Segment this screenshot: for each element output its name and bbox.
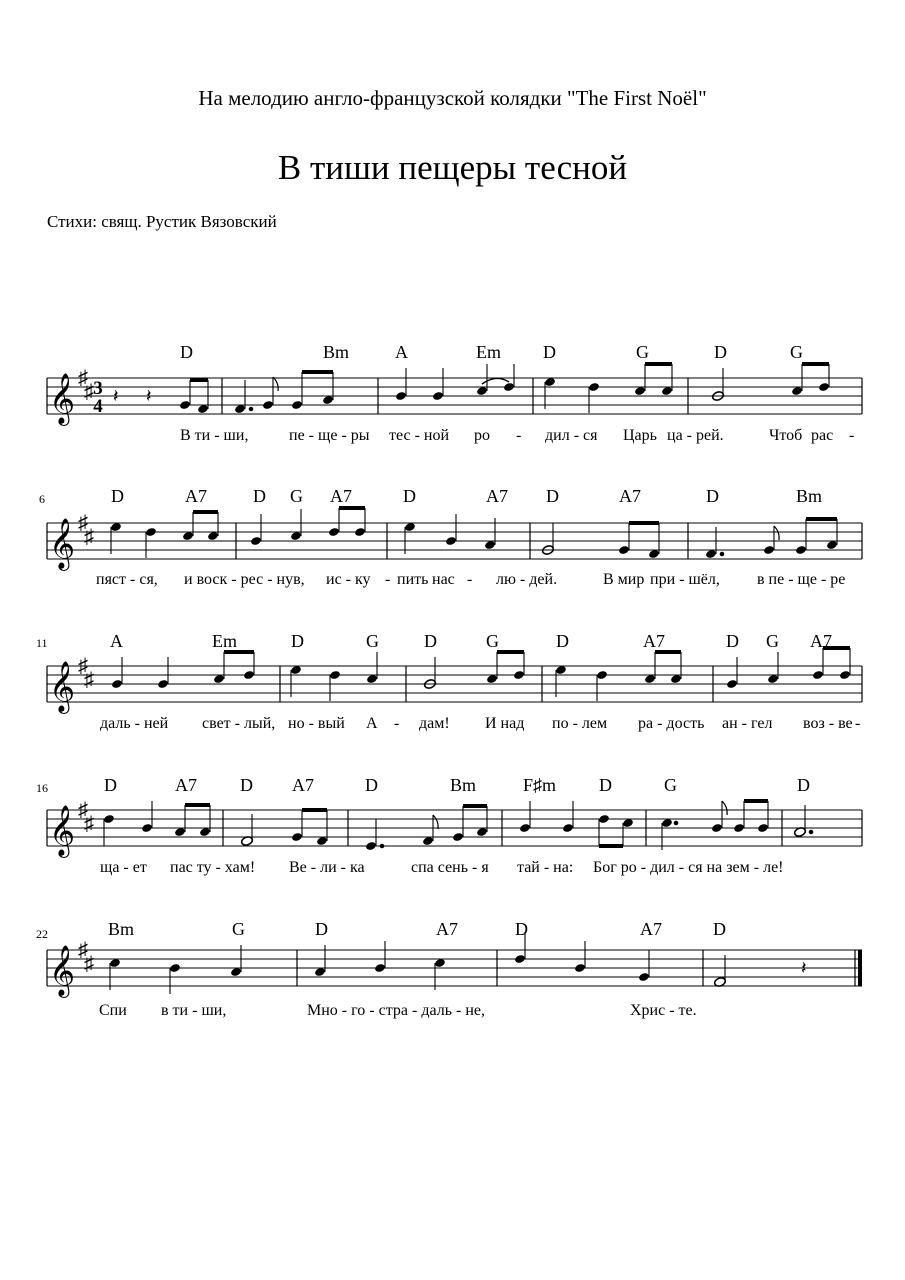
system-4 bbox=[47, 799, 862, 858]
lyric: Спи bbox=[99, 1002, 127, 1019]
lyric: дил - ся bbox=[545, 427, 598, 444]
lyric: - bbox=[467, 571, 473, 588]
chord-symbol: D bbox=[253, 486, 266, 506]
lyric: ис - ку bbox=[326, 571, 371, 588]
lyric: пяст - ся, bbox=[96, 571, 158, 588]
stems bbox=[104, 801, 805, 850]
key-signature bbox=[78, 655, 94, 691]
measure-number: 6 bbox=[39, 492, 45, 506]
chord-symbol: A7 bbox=[292, 775, 314, 795]
chord-symbol: D bbox=[556, 631, 569, 651]
key-signature bbox=[78, 799, 94, 835]
svg-text:♯: ♯ bbox=[78, 655, 88, 677]
lyric: ца - рей. bbox=[667, 427, 724, 444]
lyric: пас ту - хам! bbox=[170, 859, 256, 876]
lyric: воз - ве bbox=[803, 715, 853, 732]
svg-text:♯: ♯ bbox=[78, 799, 88, 821]
lyric: - bbox=[516, 427, 522, 444]
treble-clef-icon: 𝄞 bbox=[49, 519, 76, 568]
chord-symbol: D bbox=[726, 631, 739, 651]
chord-symbol: A7 bbox=[330, 486, 352, 506]
lyric: Мно - го - стра - даль - не, bbox=[307, 1002, 485, 1019]
lyric: пе - ще - ры bbox=[289, 427, 370, 444]
chord-symbol: D bbox=[797, 775, 810, 795]
beams bbox=[224, 648, 850, 652]
lyric: ро bbox=[474, 427, 490, 444]
lyric: Бог ро - дил - ся на зем - ле! bbox=[593, 859, 784, 876]
lyric: лю - дей. bbox=[496, 571, 558, 588]
chord-symbol: D bbox=[111, 486, 124, 506]
measure-number: 11 bbox=[36, 636, 48, 650]
key-signature bbox=[78, 512, 94, 548]
beams bbox=[185, 801, 768, 846]
lyric: А bbox=[366, 715, 378, 732]
lyric: в пе - ще - ре bbox=[757, 571, 846, 588]
lyric: тай - на: bbox=[517, 859, 574, 876]
time-signature bbox=[93, 378, 103, 417]
chord-symbol: A7 bbox=[486, 486, 508, 506]
chord-symbol: G bbox=[790, 342, 803, 362]
chord-symbol: Em bbox=[212, 631, 237, 651]
time-signature-top: 3 bbox=[93, 378, 103, 399]
chord-symbol: D bbox=[104, 775, 117, 795]
lyric: В ти - ши, bbox=[180, 427, 249, 444]
chord-symbol: D bbox=[240, 775, 253, 795]
lyric: Царь bbox=[623, 427, 657, 444]
chord-symbol: D bbox=[713, 919, 726, 939]
key-signature bbox=[78, 939, 94, 975]
chord-symbol: G bbox=[290, 486, 303, 506]
chord-symbol: G bbox=[636, 342, 649, 362]
lyric: при - шёл, bbox=[650, 571, 720, 588]
chord-symbol: A7 bbox=[185, 486, 207, 506]
system-1 bbox=[47, 364, 862, 426]
chord-symbol: Em bbox=[476, 342, 501, 362]
chord-symbol: A7 bbox=[643, 631, 665, 651]
time-signature-bottom: 4 bbox=[93, 396, 103, 417]
svg-text:𝄽: 𝄽 bbox=[113, 386, 119, 406]
quarter-rest-icon: 𝄽 bbox=[801, 958, 807, 978]
treble-clef-icon: 𝄞 bbox=[49, 374, 76, 423]
flags-dots-ties bbox=[249, 377, 509, 411]
author-credit: Стихи: свящ. Рустик Вязовский bbox=[47, 212, 277, 231]
svg-text:♯: ♯ bbox=[84, 526, 94, 548]
chord-symbol: G bbox=[766, 631, 779, 651]
staff-lines bbox=[47, 666, 862, 702]
chord-symbol: D bbox=[546, 486, 559, 506]
lyric: тес - ной bbox=[389, 427, 450, 444]
key-signature bbox=[78, 367, 94, 403]
chord-symbol: G bbox=[232, 919, 245, 939]
chord-symbol: D bbox=[424, 631, 437, 651]
lyric: по - лем bbox=[552, 715, 608, 732]
lyric: и воск - рес - нув, bbox=[184, 571, 305, 588]
chord-symbol: D bbox=[599, 775, 612, 795]
lyric: - bbox=[849, 427, 855, 444]
chord-symbol: D bbox=[365, 775, 378, 795]
chord-symbol: G bbox=[664, 775, 677, 795]
chord-symbol: A bbox=[110, 631, 123, 651]
lyric: - bbox=[385, 571, 391, 588]
chord-symbol: A7 bbox=[175, 775, 197, 795]
chord-symbol: F♯m bbox=[523, 775, 557, 795]
chord-symbol: Bm bbox=[108, 919, 135, 939]
treble-clef-icon: 𝄞 bbox=[49, 946, 76, 995]
staff-lines bbox=[47, 378, 862, 414]
measure-numbers bbox=[36, 492, 48, 941]
lyric: И над bbox=[485, 715, 525, 732]
chord-symbol: A7 bbox=[640, 919, 662, 939]
chord-symbol: D bbox=[714, 342, 727, 362]
svg-text:♯: ♯ bbox=[84, 381, 94, 403]
chord-symbol: D bbox=[291, 631, 304, 651]
lyric: - bbox=[394, 715, 400, 732]
stems bbox=[110, 932, 725, 994]
lyric: Чтоб bbox=[769, 427, 803, 444]
chord-symbol: D bbox=[403, 486, 416, 506]
chord-symbol: D bbox=[706, 486, 719, 506]
system-3 bbox=[47, 648, 862, 714]
page-title: В тиши пещеры тесной bbox=[277, 148, 628, 187]
lyrics bbox=[96, 427, 860, 1019]
svg-text:♯: ♯ bbox=[78, 367, 88, 389]
chord-symbol: A7 bbox=[619, 486, 641, 506]
chord-symbol: D bbox=[180, 342, 193, 362]
chord-symbol: A bbox=[395, 342, 408, 362]
measure-number: 22 bbox=[36, 927, 48, 941]
system-5 bbox=[47, 932, 862, 998]
lyric: Ве - ли - ка bbox=[289, 859, 365, 876]
chord-symbol: G bbox=[486, 631, 499, 651]
chord-symbol: Bm bbox=[796, 486, 823, 506]
chord-symbol: Bm bbox=[323, 342, 350, 362]
flags-dots bbox=[380, 801, 812, 848]
lyric: даль - ней bbox=[100, 715, 169, 732]
lyric: В мир bbox=[603, 571, 645, 588]
lyric: в ти - ши, bbox=[161, 1002, 227, 1019]
chord-symbol: A7 bbox=[810, 631, 832, 651]
lyric: Хрис - те. bbox=[630, 1002, 697, 1019]
lyric: свет - лый, bbox=[202, 715, 276, 732]
noteheads bbox=[111, 665, 851, 689]
svg-text:♯: ♯ bbox=[84, 953, 94, 975]
chord-symbol: D bbox=[543, 342, 556, 362]
subtitle: На мелодию англо-французской колядки "The First Noël" bbox=[198, 86, 707, 110]
svg-text:♯: ♯ bbox=[78, 939, 88, 961]
chord-symbol: A7 bbox=[436, 919, 458, 939]
chord-symbol: Bm bbox=[450, 775, 477, 795]
chord-symbol: D bbox=[515, 919, 528, 939]
lyric: ан - гел bbox=[722, 715, 773, 732]
svg-text:♯: ♯ bbox=[78, 512, 88, 534]
lyric: спа сень - я bbox=[411, 859, 489, 876]
beams bbox=[193, 508, 837, 523]
lyric: рас bbox=[811, 427, 834, 444]
lyric: ра - дость bbox=[638, 715, 705, 732]
lyric: ща - ет bbox=[100, 859, 147, 876]
svg-text:♯: ♯ bbox=[84, 813, 94, 835]
svg-text:♯: ♯ bbox=[84, 669, 94, 691]
measure-number: 16 bbox=[36, 781, 48, 795]
treble-clef-icon: 𝄞 bbox=[49, 806, 76, 855]
svg-text:𝄽: 𝄽 bbox=[146, 386, 152, 406]
system-2 bbox=[47, 508, 862, 571]
lyric: но - вый bbox=[288, 715, 345, 732]
final-barline bbox=[858, 950, 862, 986]
lyric: нас bbox=[432, 571, 455, 588]
lyric: - bbox=[855, 715, 861, 732]
lyric: дам! bbox=[419, 715, 450, 732]
treble-clef-icon: 𝄞 bbox=[49, 662, 76, 711]
chord-symbol: G bbox=[366, 631, 379, 651]
staff-lines bbox=[47, 950, 862, 986]
lyric: пить bbox=[397, 571, 429, 588]
chord-symbol: D bbox=[315, 919, 328, 939]
